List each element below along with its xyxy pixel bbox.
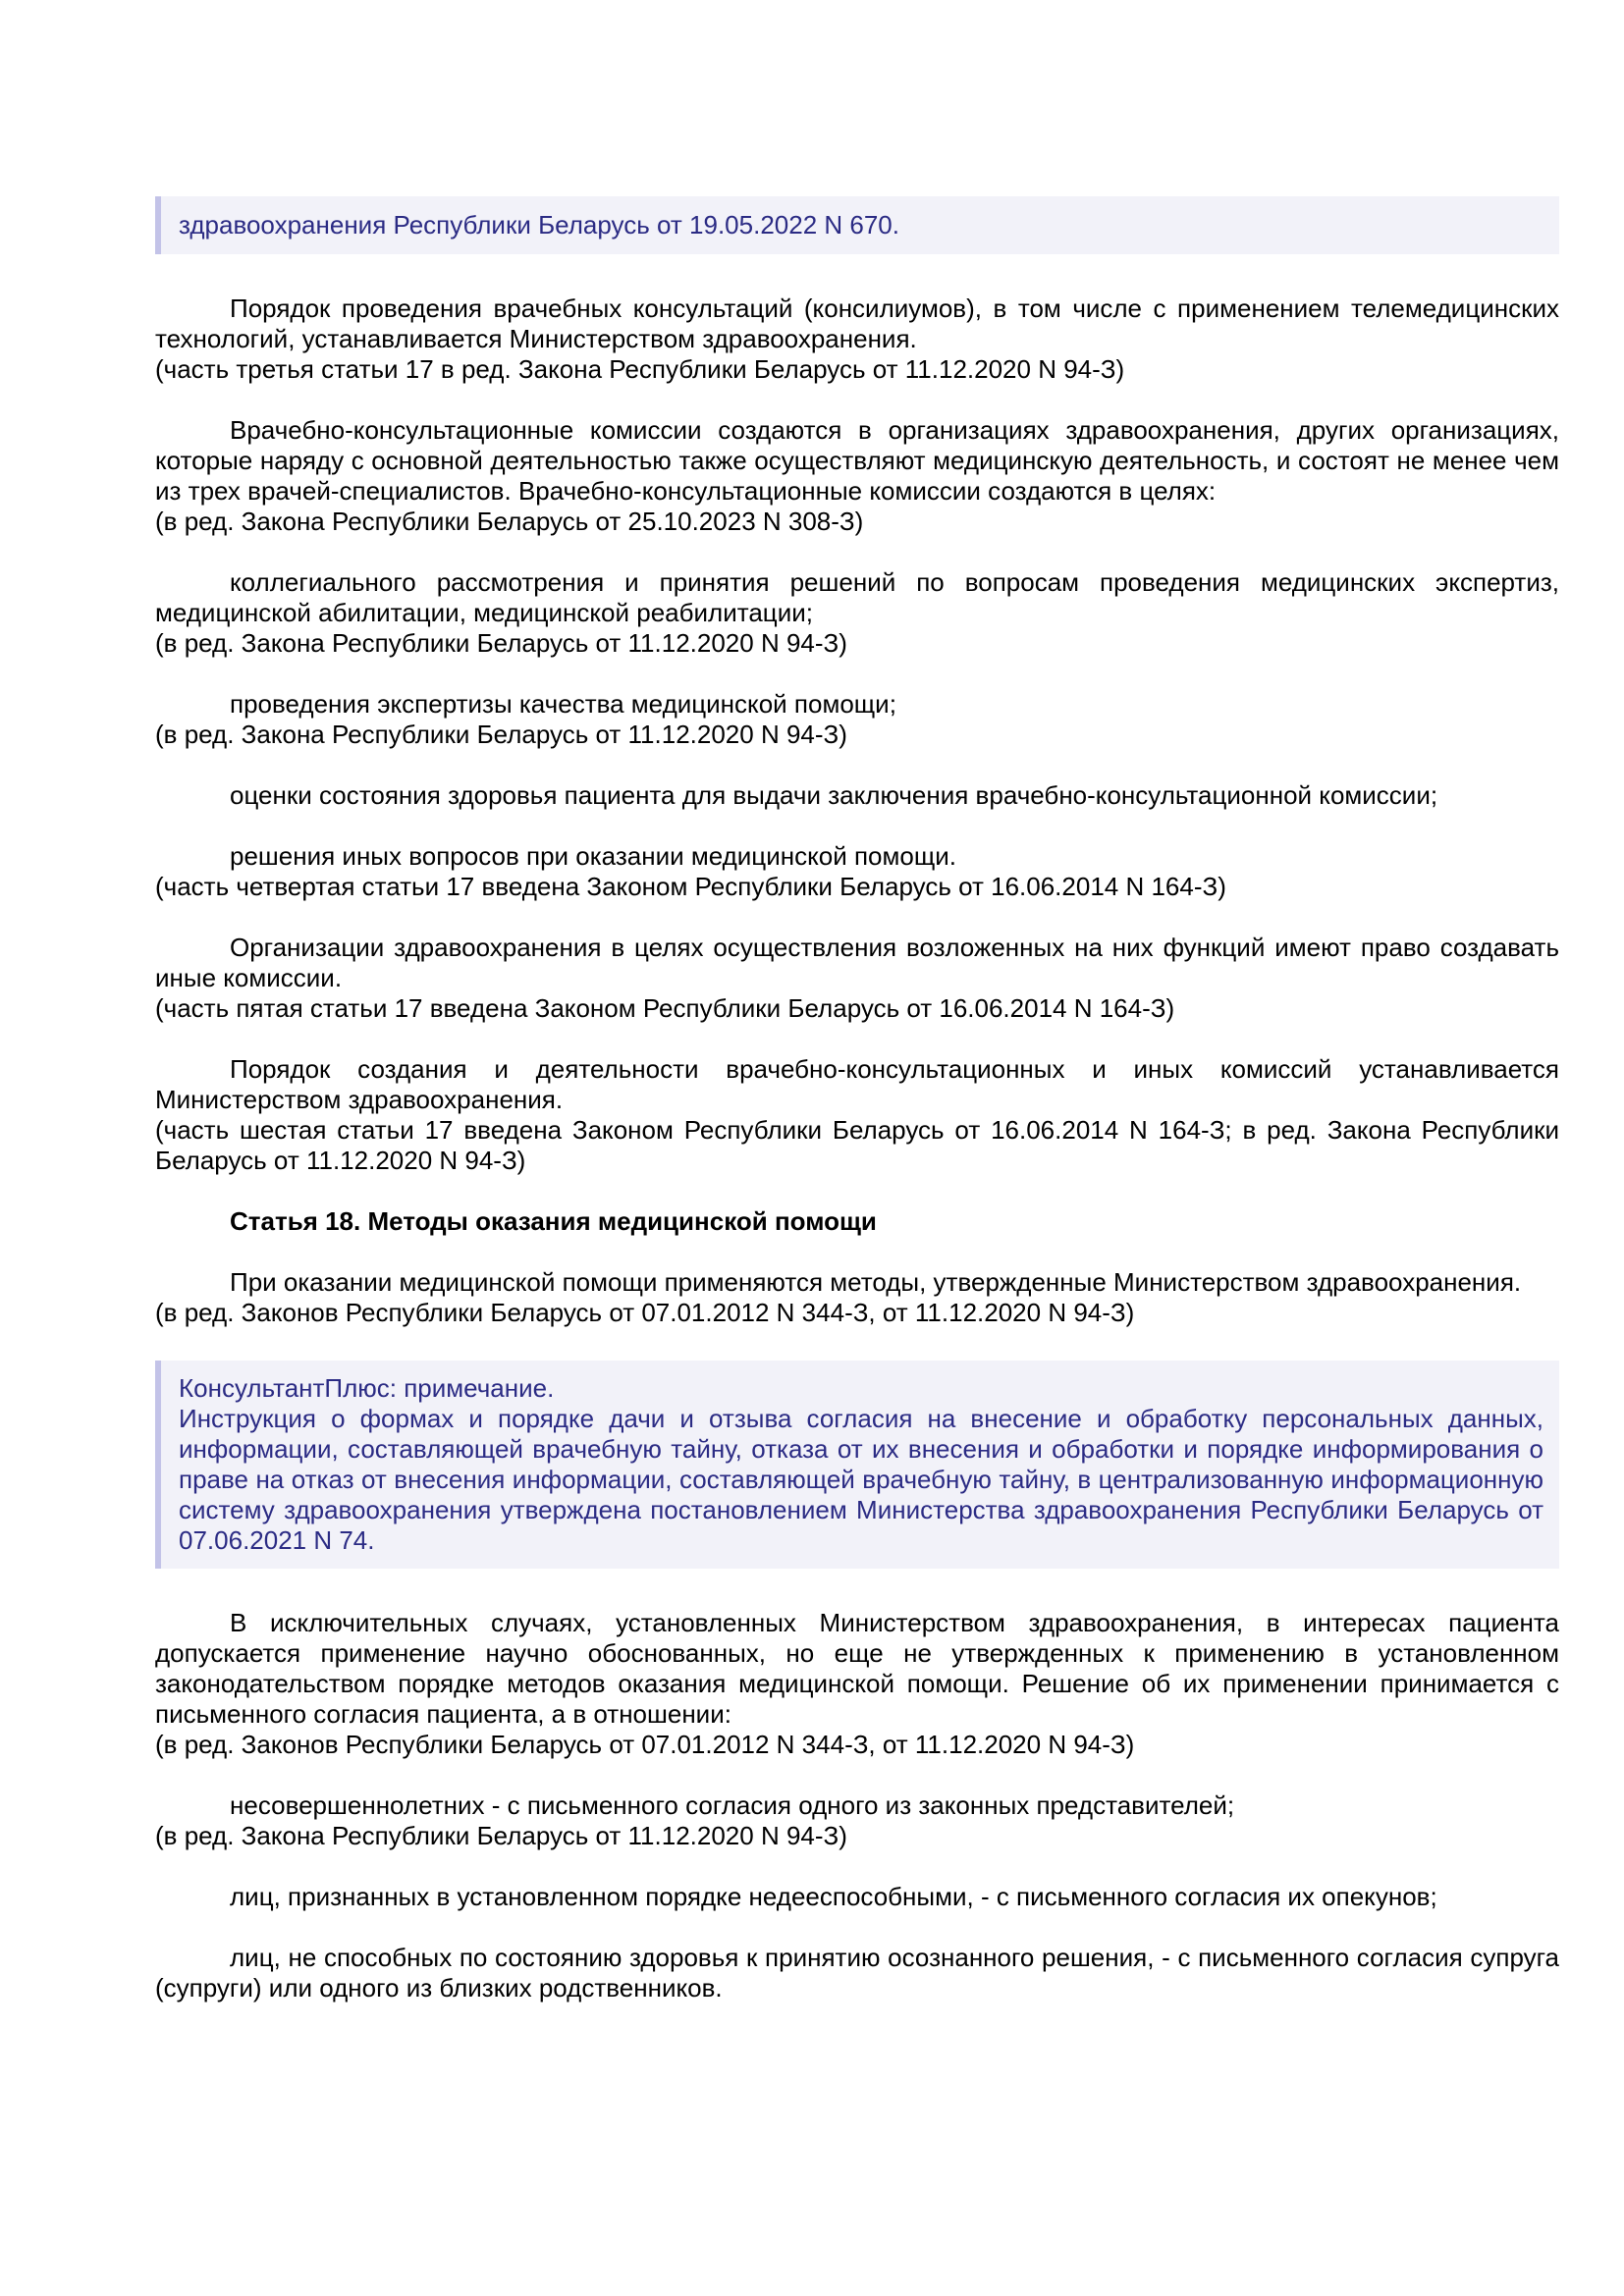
amendment-ref: (часть пятая статьи 17 введена Законом Республики Беларусь от 16.06.2014 N 164-З) bbox=[155, 993, 1175, 1023]
paragraph-block bbox=[155, 1267, 1559, 1328]
consultant-note-top bbox=[155, 196, 1559, 254]
paragraph: В исключительных случаях, установленных Министерством здравоохранения, в интересах пациента допускается применение научно обоснованных, но еще не утвержденных к применению в установленном законодательством порядке методов оказания медицинской помощи. Решение об их применении принимается с письменного согласия пациента, а в отношении: bbox=[155, 1608, 1559, 1729]
paragraph-block bbox=[155, 294, 1559, 385]
paragraph-block bbox=[155, 841, 1559, 902]
amendment-ref: (в ред. Законов Республики Беларусь от 07.01.2012 N 344-З, от 11.12.2020 N 94-З) bbox=[155, 1298, 1135, 1327]
amendment-ref: (часть шестая статьи 17 введена Законом Республики Беларусь от 16.06.2014 N 164-З; в ред. Закона Республики Беларусь от 11.12.2020 N 94-З) bbox=[155, 1115, 1559, 1175]
paragraph: решения иных вопросов при оказании медицинской помощи. bbox=[230, 841, 956, 871]
amendment-ref: (в ред. Закона Республики Беларусь от 25.10.2023 N 308-З) bbox=[155, 507, 864, 536]
document-page bbox=[155, 196, 1559, 2003]
paragraph-block bbox=[155, 689, 1559, 750]
paragraph: лиц, признанных в установленном порядке недееспособными, - с письменного согласия их опекунов; bbox=[230, 1882, 1437, 1911]
paragraph: Врачебно-консультационные комиссии создаются в организациях здравоохранения, других организациях, которые наряду с основной деятельностью также осуществляют медицинскую деятельность, и состоят не менее чем из трех врачей-специалистов. Врачебно-консультационные комиссии создаются в целях: bbox=[155, 415, 1559, 506]
paragraph: Порядок проведения врачебных консультаций (консилиумов), в том числе с применением телемедицинских технологий, устанавливается Министерством здравоохранения. bbox=[155, 294, 1559, 353]
paragraph-block bbox=[155, 1943, 1559, 2003]
note-title: КонсультантПлюс: примечание. bbox=[179, 1373, 555, 1403]
amendment-ref: (в ред. Законов Республики Беларусь от 07.01.2012 N 344-З, от 11.12.2020 N 94-З) bbox=[155, 1730, 1135, 1759]
paragraph-block bbox=[155, 1608, 1559, 1760]
paragraph: Организации здравоохранения в целях осуществления возложенных на них функций имеют право создавать иные комиссии. bbox=[155, 933, 1559, 992]
amendment-ref: (в ред. Закона Республики Беларусь от 11.12.2020 N 94-З) bbox=[155, 720, 847, 749]
paragraph: Порядок создания и деятельности врачебно-консультационных и иных комиссий устанавливается Министерством здравоохранения. bbox=[155, 1054, 1559, 1114]
note-text: здравоохранения Республики Беларусь от 19.05.2022 N 670. bbox=[179, 210, 899, 240]
note-body: Инструкция о формах и порядке дачи и отзыва согласия на внесение и обработку персональных данных, информации, составляющей врачебную тайну, отказа от их внесения и обработки и порядке информирования о праве на отказ от внесения информации, составляющей врачебную тайну, в централизованную информационную систему здравоохранения утверждена постановлением Министерства здравоохранения Республики Беларусь от 07.06.2021 N 74. bbox=[179, 1404, 1543, 1555]
amendment-ref: (в ред. Закона Республики Беларусь от 11.12.2020 N 94-З) bbox=[155, 1821, 847, 1850]
paragraph: лиц, не способных по состоянию здоровья к принятию осознанного решения, - с письменного согласия супруга (супруги) или одного из близких родственников. bbox=[155, 1943, 1559, 2002]
paragraph-block bbox=[155, 567, 1559, 659]
paragraph-block bbox=[155, 1790, 1559, 1851]
paragraph: несовершеннолетних - с письменного согласия одного из законных представителей; bbox=[230, 1790, 1235, 1820]
article-heading-block bbox=[155, 1206, 1559, 1237]
article-heading: Статья 18. Методы оказания медицинской помощи bbox=[230, 1206, 877, 1236]
paragraph-block bbox=[155, 1882, 1559, 1912]
paragraph: При оказании медицинской помощи применяются методы, утвержденные Министерством здравоохранения. bbox=[230, 1267, 1522, 1297]
amendment-ref: (часть третья статьи 17 в ред. Закона Республики Беларусь от 11.12.2020 N 94-З) bbox=[155, 354, 1125, 384]
paragraph-block bbox=[155, 415, 1559, 537]
paragraph: оценки состояния здоровья пациента для выдачи заключения врачебно-консультационной комиссии; bbox=[230, 780, 1438, 810]
paragraph: коллегиального рассмотрения и принятия решений по вопросам проведения медицинских экспертиз, медицинской абилитации, медицинской реабилитации; bbox=[155, 567, 1559, 627]
paragraph-block bbox=[155, 780, 1559, 811]
paragraph-block bbox=[155, 933, 1559, 1024]
consultant-note-mid bbox=[155, 1361, 1559, 1569]
paragraph-block bbox=[155, 1054, 1559, 1176]
amendment-ref: (часть четвертая статьи 17 введена Законом Республики Беларусь от 16.06.2014 N 164-З) bbox=[155, 872, 1226, 901]
paragraph: проведения экспертизы качества медицинской помощи; bbox=[230, 689, 896, 719]
amendment-ref: (в ред. Закона Республики Беларусь от 11.12.2020 N 94-З) bbox=[155, 628, 847, 658]
